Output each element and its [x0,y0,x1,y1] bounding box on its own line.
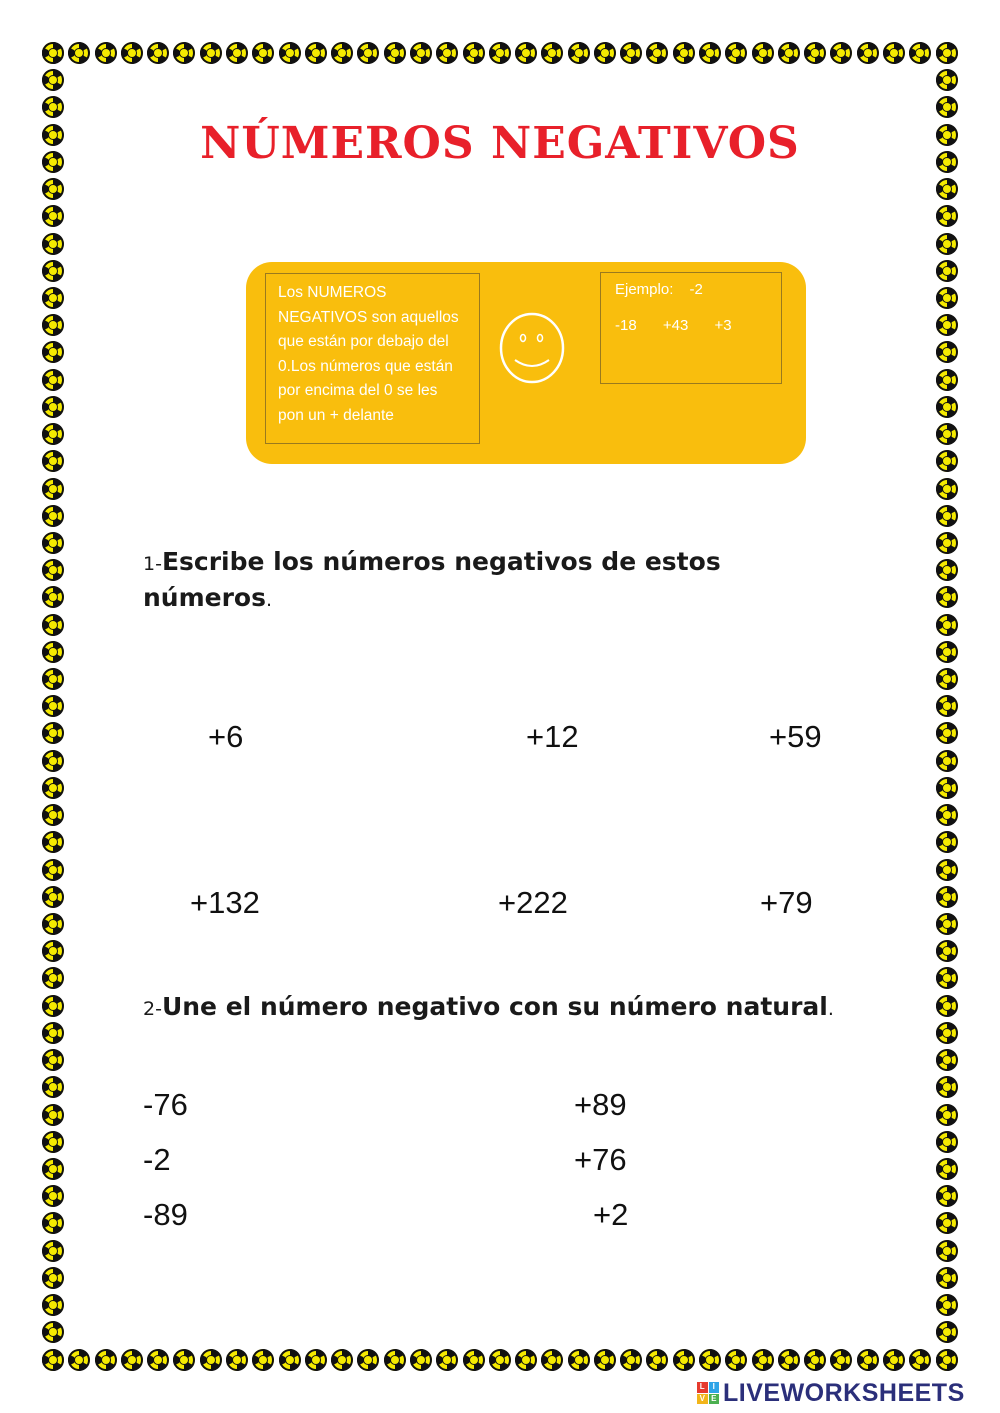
exercise-instruction: Une el número negativo con su número natural [161,992,828,1021]
liveworksheets-logo-icon [697,1382,719,1404]
border-badge-icon [699,42,721,64]
border-badge-icon [42,478,64,500]
border-badge-icon [725,42,747,64]
border-badge-icon [121,1349,143,1371]
border-badge-icon [936,886,958,908]
border-badge-icon [699,1349,721,1371]
example-label: Ejemplo: [615,281,674,298]
border-badge-icon [42,42,64,64]
example-value: -2 [689,281,703,298]
border-badge-icon [279,1349,301,1371]
border-badge-icon [42,287,64,309]
border-badge-icon [42,1049,64,1071]
border-badge-icon [936,450,958,472]
smiley-face-icon [499,312,565,384]
border-badge-icon [42,1185,64,1207]
border-badge-icon [42,695,64,717]
border-badge-icon [936,1349,958,1371]
exercise-period: . [827,998,834,1020]
border-badge-icon [936,641,958,663]
logo-letter: I [709,1382,720,1393]
border-badge-icon [42,859,64,881]
border-badge-icon [936,940,958,962]
border-badge-icon [42,178,64,200]
border-badge-icon [857,1349,879,1371]
border-badge-icon [436,1349,458,1371]
border-badge-icon [68,42,90,64]
border-badge-icon [42,260,64,282]
definition-line: NEGATIVOS son aquellos [278,308,459,326]
page-border-bottom [42,1349,958,1371]
border-badge-icon [42,614,64,636]
border-badge-icon [909,42,931,64]
border-badge-icon [42,1267,64,1289]
border-badge-icon [252,42,274,64]
liveworksheets-logo[interactable] [697,1378,965,1408]
border-badge-icon [42,804,64,826]
border-badge-icon [42,913,64,935]
border-badge-icon [357,1349,379,1371]
border-badge-icon [804,42,826,64]
border-badge-icon [936,668,958,690]
border-badge-icon [673,42,695,64]
border-badge-icon [42,314,64,336]
border-badge-icon [252,1349,274,1371]
definition-line: que están por debajo del [278,333,449,350]
border-badge-icon [147,1349,169,1371]
border-badge-icon [857,42,879,64]
border-badge-icon [42,1104,64,1126]
border-badge-icon [936,750,958,772]
border-badge-icon [331,1349,353,1371]
definition-line: pon un + delante [278,406,394,424]
border-badge-icon [42,586,64,608]
border-badge-icon [646,42,668,64]
border-badge-icon [541,1349,563,1371]
border-badge-icon [936,1076,958,1098]
border-badge-icon [936,1022,958,1044]
exercise-1-number[interactable]: +79 [760,885,813,920]
border-badge-icon [147,42,169,64]
border-badge-icon [42,886,64,908]
match-right-item[interactable]: +2 [593,1197,629,1232]
border-badge-icon [42,995,64,1017]
border-badge-icon [42,423,64,445]
border-badge-icon [725,1349,747,1371]
exercise-number: 1- [143,553,162,575]
border-badge-icon [568,42,590,64]
exercise-1-number[interactable]: +12 [526,719,579,754]
border-badge-icon [42,69,64,91]
border-badge-icon [883,42,905,64]
border-badge-icon [42,1076,64,1098]
match-left-item[interactable]: -2 [143,1142,171,1177]
border-badge-icon [936,1049,958,1071]
page-border-top [42,42,958,64]
border-badge-icon [936,260,958,282]
border-badge-icon [936,478,958,500]
border-badge-icon [42,641,64,663]
border-badge-icon [42,1022,64,1044]
exercise-instruction: Escribe los números negativos de estos [161,547,721,576]
border-badge-icon [42,532,64,554]
example-box [600,272,782,384]
border-badge-icon [620,42,642,64]
border-badge-icon [830,42,852,64]
border-badge-icon [936,532,958,554]
border-badge-icon [42,396,64,418]
border-badge-icon [226,42,248,64]
border-badge-icon [200,42,222,64]
border-badge-icon [936,859,958,881]
border-badge-icon [936,831,958,853]
border-badge-icon [200,1349,222,1371]
border-badge-icon [357,42,379,64]
border-badge-icon [42,559,64,581]
border-badge-icon [936,233,958,255]
border-badge-icon [541,42,563,64]
border-badge-icon [42,1158,64,1180]
border-badge-icon [384,42,406,64]
logo-letter: E [709,1394,720,1405]
exercise-2-heading [143,990,903,1026]
exercise-1-number[interactable]: +132 [190,885,260,920]
border-badge-icon [68,1349,90,1371]
border-badge-icon [936,804,958,826]
border-badge-icon [673,1349,695,1371]
border-badge-icon [489,1349,511,1371]
border-badge-icon [646,1349,668,1371]
exercise-1-heading [143,545,763,617]
border-badge-icon [936,722,958,744]
border-badge-icon [95,42,117,64]
border-badge-icon [936,614,958,636]
border-badge-icon [384,1349,406,1371]
border-badge-icon [936,42,958,64]
page-border-right [936,42,958,1371]
exercise-1-number[interactable]: +59 [769,719,822,754]
border-badge-icon [305,1349,327,1371]
border-badge-icon [173,1349,195,1371]
border-badge-icon [883,1349,905,1371]
border-badge-icon [42,668,64,690]
border-badge-icon [936,314,958,336]
border-badge-icon [909,1349,931,1371]
exercise-instruction: números [143,583,266,612]
border-badge-icon [42,505,64,527]
border-badge-icon [331,42,353,64]
exercise-number: 2- [143,998,162,1020]
border-badge-icon [936,1294,958,1316]
match-left-item[interactable]: -76 [143,1087,188,1122]
border-badge-icon [752,1349,774,1371]
border-badge-icon [279,42,301,64]
definition-box [265,273,480,444]
exercise-period: . [266,589,273,611]
border-badge-icon [489,42,511,64]
border-badge-icon [515,1349,537,1371]
border-badge-icon [42,1240,64,1262]
example-value: +43 [662,317,689,334]
border-badge-icon [226,1349,248,1371]
border-badge-icon [804,1349,826,1371]
page-title: NÚMEROS NEGATIVOS [200,118,800,169]
border-badge-icon [778,42,800,64]
match-right-item[interactable]: +89 [574,1087,627,1122]
border-badge-icon [936,559,958,581]
border-badge-icon [830,1349,852,1371]
border-badge-icon [42,1321,64,1343]
border-badge-icon [594,42,616,64]
border-badge-icon [936,995,958,1017]
border-badge-icon [463,1349,485,1371]
border-badge-icon [936,287,958,309]
match-left-item[interactable]: -89 [143,1197,188,1232]
border-badge-icon [936,1321,958,1343]
border-badge-icon [620,1349,642,1371]
definition-line: por encima del 0 se les [278,382,438,399]
border-badge-icon [463,42,485,64]
border-badge-icon [95,1349,117,1371]
border-badge-icon [936,505,958,527]
border-badge-icon [936,777,958,799]
border-badge-icon [936,967,958,989]
border-badge-icon [42,450,64,472]
example-value: +3 [714,317,732,334]
border-badge-icon [752,42,774,64]
definition-line: Los NUMEROS [278,284,387,301]
border-badge-icon [42,1131,64,1153]
border-badge-icon [936,695,958,717]
border-badge-icon [42,96,64,118]
border-badge-icon [42,940,64,962]
border-badge-icon [42,341,64,363]
border-badge-icon [936,1158,958,1180]
logo-text: LIVEWORKSHEETS [723,1378,965,1407]
border-badge-icon [42,205,64,227]
border-badge-icon [42,967,64,989]
border-badge-icon [42,831,64,853]
border-badge-icon [42,750,64,772]
border-badge-icon [42,1212,64,1234]
exercise-1-number[interactable]: +222 [498,885,568,920]
border-badge-icon [42,369,64,391]
border-badge-icon [936,913,958,935]
border-badge-icon [936,1212,958,1234]
border-badge-icon [42,233,64,255]
border-badge-icon [936,96,958,118]
border-badge-icon [42,1294,64,1316]
border-badge-icon [936,369,958,391]
border-badge-icon [936,1185,958,1207]
border-badge-icon [936,341,958,363]
logo-letter: L [697,1382,708,1393]
border-badge-icon [410,1349,432,1371]
border-badge-icon [515,42,537,64]
border-badge-icon [936,586,958,608]
border-badge-icon [936,178,958,200]
page-border-left [42,42,64,1371]
border-badge-icon [594,1349,616,1371]
exercise-1-number[interactable]: +6 [208,719,244,754]
border-badge-icon [42,1349,64,1371]
match-right-item[interactable]: +76 [574,1142,627,1177]
border-badge-icon [436,42,458,64]
border-badge-icon [778,1349,800,1371]
border-badge-icon [936,1131,958,1153]
border-badge-icon [936,69,958,91]
border-badge-icon [42,722,64,744]
border-badge-icon [121,42,143,64]
border-badge-icon [936,423,958,445]
border-badge-icon [936,396,958,418]
border-badge-icon [42,777,64,799]
border-badge-icon [305,42,327,64]
border-badge-icon [936,1104,958,1126]
logo-letter: V [697,1394,708,1405]
border-badge-icon [410,42,432,64]
border-badge-icon [568,1349,590,1371]
border-badge-icon [173,42,195,64]
border-badge-icon [936,205,958,227]
definition-line: 0.Los números que están [278,357,453,375]
border-badge-icon [936,1240,958,1262]
border-badge-icon [936,1267,958,1289]
example-value: -18 [615,317,637,334]
